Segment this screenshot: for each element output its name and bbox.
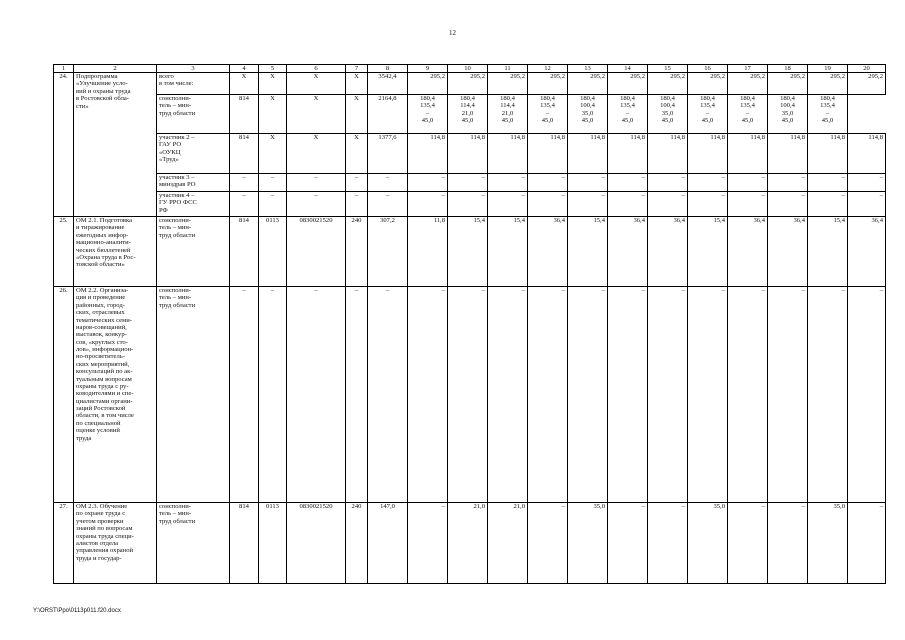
value-cell-line: 135,4 — [740, 102, 755, 110]
value-cell: – — [848, 503, 886, 584]
value-cell: – — [768, 287, 808, 503]
value-cell: – — [346, 192, 368, 217]
value-cell: – — [608, 192, 648, 217]
value-cell-line: 135,4 — [620, 102, 635, 110]
value-cell: 114,8 — [688, 134, 728, 174]
value-cell: 114,8 — [528, 134, 568, 174]
value-cell: 0830021520 — [287, 503, 346, 584]
value-cell-line: 135,4 — [700, 102, 715, 110]
value-cell: – — [488, 174, 528, 192]
value-cell: – — [346, 174, 368, 192]
value-cell: – — [528, 192, 568, 217]
value-cell-line: 814 — [239, 95, 249, 102]
participant-label-line: участник 3 – — [159, 174, 195, 181]
measure-name-line: ежегодных инфор- — [76, 231, 129, 239]
executor-label-line: труд области — [159, 231, 196, 239]
value-cell-line: 45,0 — [781, 117, 794, 125]
value-cell-line: 180,4 — [460, 95, 475, 102]
table-row — [54, 95, 886, 134]
value-cell: 147,0 — [368, 503, 408, 584]
value-cell: – — [728, 503, 768, 584]
value-cell: 1377,6 — [368, 134, 408, 174]
value-cell — [448, 95, 488, 134]
value-cell: 295,2 — [848, 73, 886, 95]
value-cell-line: 180,4 — [700, 95, 715, 102]
value-cell: 240 — [346, 503, 368, 584]
measure-name-line: ководителями и спе- — [76, 390, 134, 398]
value-cell: 114,8 — [728, 134, 768, 174]
value-cell: – — [808, 287, 848, 503]
measure-name-line: оценке условий — [76, 427, 120, 435]
value-cell: – — [287, 287, 346, 503]
value-cell: 36,4 — [528, 217, 568, 287]
value-cell-line: 35,0 — [781, 109, 794, 117]
value-cell: – — [368, 287, 408, 503]
value-cell: – — [568, 192, 608, 217]
value-cell: Х — [259, 73, 287, 95]
value-cell: – — [648, 503, 688, 584]
value-cell-line: 180,4 — [740, 95, 755, 102]
value-cell — [259, 95, 287, 134]
value-cell-line: Х — [354, 95, 359, 102]
value-cell: – — [808, 192, 848, 217]
column-number: 6 — [287, 65, 346, 73]
column-number: 10 — [448, 65, 488, 73]
participant-label-line: «Труд» — [159, 156, 179, 164]
value-cell: 114,8 — [408, 134, 448, 174]
measure-name-line: учетом проверки — [76, 517, 124, 525]
file-path-footer: Y:\ORST\Ppo\0113p011.f20.docx — [33, 608, 121, 614]
value-cell: – — [648, 192, 688, 217]
value-cell: 295,2 — [608, 73, 648, 95]
value-cell — [488, 95, 528, 134]
value-cell-line: 180,4 — [500, 95, 515, 102]
row-number: 24. — [54, 73, 74, 217]
value-cell: 295,2 — [648, 73, 688, 95]
value-cell: 35,0 — [808, 503, 848, 584]
measure-name-line: ческих бюллетеней — [76, 246, 131, 254]
value-cell — [528, 95, 568, 134]
column-number: 1 — [54, 65, 74, 73]
value-cell-line: 180,4 — [660, 95, 675, 102]
value-cell: 0113 — [259, 217, 287, 287]
row-number: 27. — [54, 503, 74, 584]
value-cell: 15,4 — [688, 217, 728, 287]
value-cell-line: 45,0 — [581, 117, 594, 125]
measure-name-line: циалистами органи- — [76, 397, 133, 405]
value-cell: 814 — [230, 134, 259, 174]
column-number: 14 — [608, 65, 648, 73]
value-cell: 36,4 — [848, 217, 886, 287]
value-cell: 295,2 — [448, 73, 488, 95]
measure-name-line: наров-совещаний, — [76, 323, 127, 331]
value-cell: 114,8 — [848, 134, 886, 174]
value-cell-line: 135,4 — [420, 102, 435, 110]
value-cell: – — [259, 174, 287, 192]
value-cell: – — [528, 503, 568, 584]
value-cell-line: 45,0 — [461, 117, 474, 125]
value-cell: – — [448, 192, 488, 217]
value-cell: – — [488, 287, 528, 503]
measure-name-line: управления охраной — [76, 547, 134, 555]
value-cell: 295,2 — [408, 73, 448, 95]
value-cell-line: 21,0 — [461, 109, 474, 117]
value-cell: – — [848, 287, 886, 503]
budget-table — [53, 64, 886, 584]
value-cell-line: 180,4 — [420, 95, 435, 102]
value-cell: – — [287, 192, 346, 217]
value-cell: 295,2 — [728, 73, 768, 95]
participant-label-line: минздрав РО — [159, 181, 196, 189]
value-cell: 15,4 — [808, 217, 848, 287]
table-row — [54, 503, 886, 584]
value-cell: – — [848, 192, 886, 217]
value-cell-line: 35,0 — [581, 109, 594, 117]
value-cell-line: – — [745, 109, 750, 117]
value-cell: 15,4 — [488, 217, 528, 287]
participant-label — [157, 95, 230, 134]
value-cell-line: Х — [313, 95, 319, 102]
value-cell: – — [688, 174, 728, 192]
value-cell-line: 180,4 — [780, 95, 795, 102]
value-cell-line: – — [705, 109, 710, 117]
value-cell: 814 — [230, 217, 259, 287]
measure-name-line: но-просветитель- — [76, 353, 125, 361]
measure-name-line: мационно-аналити- — [76, 239, 131, 247]
column-number: 16 — [688, 65, 728, 73]
executor-label-line: соисполни- — [159, 217, 191, 224]
value-cell — [408, 95, 448, 134]
value-cell: – — [608, 174, 648, 192]
value-cell: 0113 — [259, 503, 287, 584]
table-row — [54, 73, 886, 95]
value-cell: 295,2 — [528, 73, 568, 95]
measure-name-line: туальным вопросам — [76, 375, 132, 383]
column-number: 8 — [368, 65, 408, 73]
value-cell: 295,2 — [568, 73, 608, 95]
value-cell: 114,8 — [568, 134, 608, 174]
value-cell-line: 135,4 — [820, 102, 835, 110]
measure-name-line: ОМ 2.1. Подготовка — [76, 217, 133, 224]
value-cell: 36,4 — [648, 217, 688, 287]
participant-label-line: ГАУ РО — [159, 141, 182, 149]
participant-label-line: в том числе: — [159, 80, 194, 88]
table-row — [54, 287, 886, 503]
measure-name-line: товской области» — [76, 261, 125, 269]
value-cell-line: – — [625, 109, 630, 117]
value-cell: 36,4 — [608, 217, 648, 287]
value-cell: 35,0 — [568, 503, 608, 584]
value-cell-line: 114,4 — [460, 102, 475, 110]
value-cell: – — [568, 287, 608, 503]
value-cell — [346, 95, 368, 134]
value-cell: – — [568, 174, 608, 192]
executor-label — [157, 287, 230, 503]
value-cell: 307,2 — [368, 217, 408, 287]
value-cell: 114,8 — [768, 134, 808, 174]
value-cell: – — [448, 287, 488, 503]
executor-label-line: соисполни- — [159, 503, 191, 510]
measure-name-line: выставок, конкур- — [76, 331, 127, 339]
program-name — [74, 73, 157, 217]
value-cell: – — [259, 287, 287, 503]
participant-label-line: соисполни- — [159, 95, 191, 102]
measure-name-line: охраны труда специ- — [76, 532, 134, 540]
column-number: 7 — [346, 65, 368, 73]
value-cell-line: 100,4 — [780, 102, 795, 110]
value-cell-line: 180,4 — [540, 95, 555, 102]
value-cell: – — [728, 287, 768, 503]
participant-label-line: участник 2 – — [159, 134, 195, 141]
value-cell: Х — [346, 134, 368, 174]
measure-name-line: сов, «круглых сто- — [76, 338, 128, 346]
value-cell: – — [259, 192, 287, 217]
value-cell — [648, 95, 688, 134]
measure-name-line: алистов отдела — [76, 539, 119, 547]
value-cell — [608, 95, 648, 134]
value-cell: 36,4 — [768, 217, 808, 287]
column-number: 15 — [648, 65, 688, 73]
value-cell-line: 2164,8 — [378, 95, 397, 102]
value-cell: – — [648, 174, 688, 192]
value-cell: – — [608, 287, 648, 503]
measure-name-line: ских мероприятий, — [76, 360, 130, 368]
table-row — [54, 217, 886, 287]
participant-label-line: РФ — [159, 206, 168, 214]
value-cell: – — [230, 192, 259, 217]
value-cell: – — [230, 174, 259, 192]
value-cell: 295,2 — [688, 73, 728, 95]
value-cell: 15,4 — [568, 217, 608, 287]
value-cell: 15,4 — [448, 217, 488, 287]
value-cell-line: 45,0 — [541, 117, 554, 125]
value-cell: – — [448, 174, 488, 192]
value-cell-line: 180,4 — [580, 95, 595, 102]
value-cell-line: 180,4 — [620, 95, 635, 102]
column-number: 2 — [74, 65, 157, 73]
value-cell-line: 114,4 — [500, 102, 515, 110]
executor-label — [157, 503, 230, 584]
value-cell: – — [346, 287, 368, 503]
value-cell: 114,8 — [648, 134, 688, 174]
value-cell — [808, 95, 848, 134]
column-number: 13 — [568, 65, 608, 73]
participant-label-line: «ОУКЦ — [159, 148, 181, 156]
value-cell: – — [488, 192, 528, 217]
measure-name-line: охраны труда с ру- — [76, 382, 129, 390]
value-cell: – — [368, 192, 408, 217]
page-number: 12 — [449, 29, 456, 37]
value-cell: – — [528, 174, 568, 192]
measure-name-line: тематических семи- — [76, 316, 132, 324]
value-cell — [568, 95, 608, 134]
value-cell: 295,2 — [488, 73, 528, 95]
value-cell-line: – — [425, 109, 430, 117]
measure-name-line: «Охрана труда в Рос- — [76, 253, 136, 261]
value-cell: – — [608, 503, 648, 584]
measure-name — [74, 217, 157, 287]
executor-label-line: соисполни- — [159, 287, 191, 294]
column-number: 9 — [408, 65, 448, 73]
value-cell: 114,8 — [448, 134, 488, 174]
value-cell: – — [528, 287, 568, 503]
value-cell: – — [688, 192, 728, 217]
value-cell: – — [408, 287, 448, 503]
value-cell: 0830021520 — [287, 217, 346, 287]
column-number: 20 — [848, 65, 886, 73]
measure-name-line: ских, отраслевых — [76, 309, 125, 317]
value-cell-line: 45,0 — [701, 117, 714, 125]
measure-name-line: ОМ 2.2. Организа- — [76, 287, 129, 294]
participant-label — [157, 174, 230, 192]
value-cell: 11,8 — [408, 217, 448, 287]
value-cell-line: – — [825, 109, 830, 117]
column-number: 11 — [488, 65, 528, 73]
value-cell: – — [688, 287, 728, 503]
measure-name-line: по специальной — [76, 419, 121, 427]
participant-label-line: всего — [159, 73, 174, 80]
value-cell: Х — [287, 134, 346, 174]
measure-name-line: по охране труда с — [76, 510, 126, 518]
value-cell-line: 135,4 — [540, 102, 555, 110]
value-cell — [230, 95, 259, 134]
value-cell: – — [768, 503, 808, 584]
column-number: 5 — [259, 65, 287, 73]
value-cell-line: 100,4 — [580, 102, 595, 110]
value-cell: – — [230, 287, 259, 503]
value-cell: Х — [230, 73, 259, 95]
row-number: 26. — [54, 287, 74, 503]
participant-label — [157, 73, 230, 95]
row-number: 25. — [54, 217, 74, 287]
value-cell: 295,2 — [768, 73, 808, 95]
column-number: 17 — [728, 65, 768, 73]
value-cell — [728, 95, 768, 134]
value-cell-line: 45,0 — [661, 117, 674, 125]
measure-name-line: знаний по вопросам — [76, 525, 133, 533]
measure-name-line: районных, город- — [76, 301, 125, 309]
program-name-line: в Ростовской обла- — [76, 95, 129, 103]
column-number: 3 — [157, 65, 230, 73]
column-number: 18 — [768, 65, 808, 73]
table-row — [54, 192, 886, 217]
value-cell: 295,2 — [808, 73, 848, 95]
value-cell-line: 45,0 — [821, 117, 834, 125]
value-cell-line: 180,4 — [820, 95, 835, 102]
program-name-line: «Улучшение усло- — [76, 80, 128, 88]
participant-label — [157, 192, 230, 217]
value-cell-line: 35,0 — [661, 109, 674, 117]
executor-label-line: труд области — [159, 301, 196, 309]
value-cell-line: 45,0 — [741, 117, 754, 125]
table-row — [54, 134, 886, 174]
value-cell: – — [848, 174, 886, 192]
value-cell-line: 100,4 — [660, 102, 675, 110]
measure-name-line: ОМ 2.3. Обучение — [76, 503, 128, 510]
value-cell-line: – — [545, 109, 550, 117]
value-cell: – — [728, 174, 768, 192]
column-number: 19 — [808, 65, 848, 73]
value-cell-line: Х — [270, 95, 275, 102]
measure-name-line: консультаций по ак- — [76, 368, 133, 376]
value-cell: – — [408, 192, 448, 217]
measure-name-line: ция и проведение — [76, 294, 126, 302]
value-cell-line: 21,0 — [501, 109, 514, 117]
value-cell: – — [768, 192, 808, 217]
executor-label-line: тель – мин- — [159, 294, 192, 302]
program-name-line: сти» — [76, 102, 89, 110]
column-number: 12 — [528, 65, 568, 73]
value-cell: – — [408, 174, 448, 192]
value-cell: 36,4 — [728, 217, 768, 287]
value-cell: 21,0 — [488, 503, 528, 584]
value-cell-line: 45,0 — [421, 117, 434, 125]
value-cell: – — [287, 174, 346, 192]
value-cell: – — [728, 192, 768, 217]
executor-label-line: тель – мин- — [159, 224, 192, 232]
participant-label — [157, 134, 230, 174]
value-cell — [688, 95, 728, 134]
value-cell: Х — [287, 73, 346, 95]
measure-name — [74, 503, 157, 584]
measure-name — [74, 287, 157, 503]
value-cell: Х — [346, 73, 368, 95]
value-cell: 814 — [230, 503, 259, 584]
value-cell: 114,8 — [808, 134, 848, 174]
participant-label-line: труд области — [159, 109, 196, 117]
value-cell: 114,8 — [608, 134, 648, 174]
column-number-row — [54, 65, 886, 73]
measure-name-line: труда — [76, 434, 92, 442]
column-number: 4 — [230, 65, 259, 73]
value-cell: 21,0 — [448, 503, 488, 584]
program-name-line: вий и охраны труда — [76, 87, 131, 95]
value-cell: – — [408, 503, 448, 584]
measure-name-line: области, в том числе — [76, 412, 134, 420]
value-cell — [768, 95, 808, 134]
value-cell: Х — [259, 134, 287, 174]
participant-label-line: участник 4 – — [159, 192, 195, 199]
value-cell: 3542,4 — [368, 73, 408, 95]
executor-label — [157, 217, 230, 287]
measure-name-line: заций Ростовской — [76, 405, 126, 412]
executor-label-line: труд области — [159, 517, 196, 525]
table-row — [54, 174, 886, 192]
executor-label-line: тель – мин- — [159, 510, 192, 518]
value-cell-line: 45,0 — [621, 117, 634, 125]
value-cell: 240 — [346, 217, 368, 287]
value-cell — [287, 95, 346, 134]
value-cell-line: 45,0 — [501, 117, 514, 125]
measure-name-line: и тиражирование — [76, 224, 125, 232]
measure-name-line: лов», информацион- — [76, 346, 134, 353]
participant-label-line: тель – мин- — [159, 102, 192, 110]
value-cell: 35,0 — [688, 503, 728, 584]
value-cell: – — [768, 174, 808, 192]
value-cell: – — [808, 174, 848, 192]
value-cell — [368, 95, 408, 134]
value-cell: – — [648, 287, 688, 503]
program-name-line: Подпрограмма — [76, 73, 118, 80]
measure-name-line: труда и государ- — [76, 554, 122, 562]
value-cell: 114,8 — [488, 134, 528, 174]
participant-label-line: ГУ РРО ФСС — [159, 199, 197, 207]
value-cell: – — [368, 174, 408, 192]
